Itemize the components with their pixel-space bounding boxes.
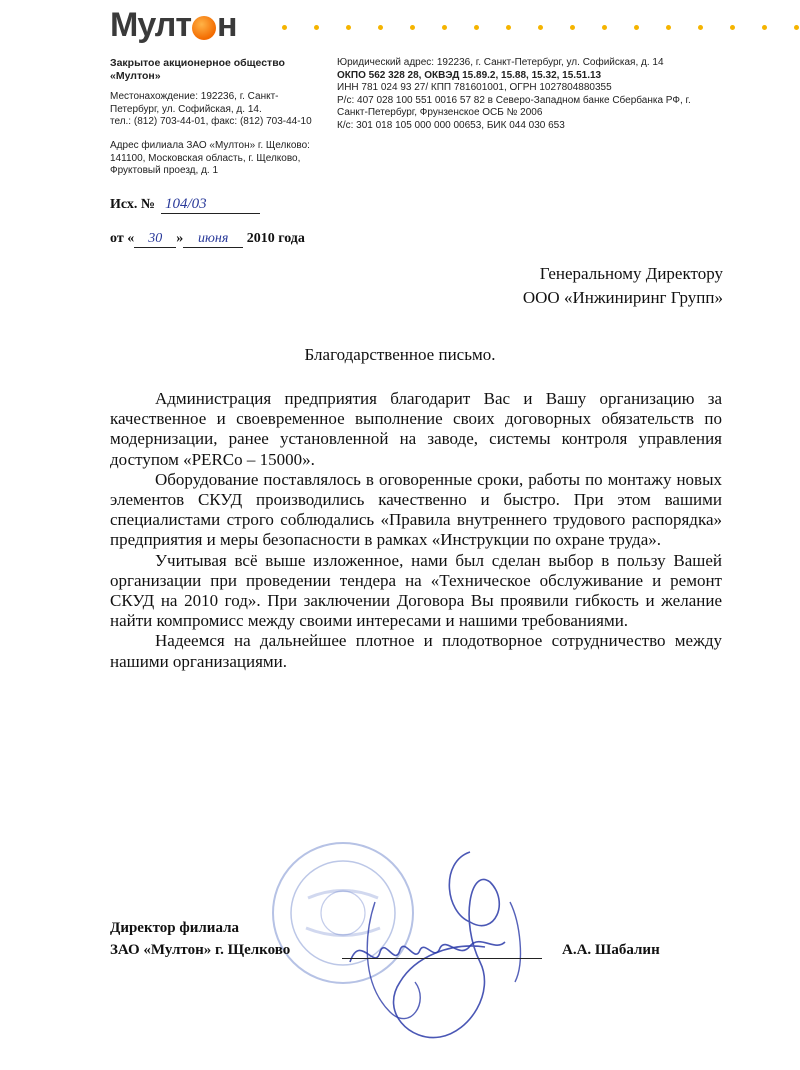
handwritten-signature [320,842,560,1052]
logo-text-before: Мулт [110,6,192,44]
company-name: Закрытое акционерное общество «Мултон» [110,57,285,82]
filial-address: Адрес филиала ЗАО «Мултон» г. Щелково: 141100, Московская область, г. Щелково, Фруктовый проезд, д. 1 [110,140,310,176]
legal-details: Юридический адрес: 192236, г. Санкт-Петербург, ул. Софийская, д. 14 ОКПО 562 328 28, ОКВЭД 15.89.2, 15.88, 15.32, 15.51.13 ИНН 781 024 93 27/ КПП 781601001, ОГРН 1027804880355 Р/с: 407 028 100 551 0016 57 82 в Северо-Западном банке Сбербанка РФ, г. Санкт-Петербург, Фрунзенское ОСБ № 2006 К/с: 301 018 105 000 000 00653, БИК 044 030 653 [337,57,691,131]
signer-position: Директор филиала [110,920,239,936]
date-day: 30 [134,231,176,248]
paragraph: Оборудование поставлялось в оговоренные сроки, работы по монтажу новых элементов СКУД производились качественно и быстро. При этом вашими специалистами строго соблюдались «Правила внутреннего трудового распорядка» предприятия и меры безопасности в рамках «Инструкции по охране труда». [110,469,722,550]
date-month: июня [183,231,243,248]
paragraph: Администрация предприятия благодарит Вас и Вашу организацию за качественное и своевременное выполнение своих договорных обязательств по модернизации, ранее установленной на заводе, системы контроля управления доступом «PERCo – 15000». [110,389,722,469]
outgoing-number: Исх. № 104/03 [110,196,260,214]
letter-title: Благодарственное письмо. [304,345,496,364]
company-logo [110,6,237,45]
orange-icon [192,16,216,40]
addressee: Генеральному Директору ООО «Инжиниринг Групп» [522,264,723,307]
logo-text-after: н [217,6,237,44]
signature-line [342,958,542,959]
signer-organization: ЗАО «Мултон» г. Щелково [110,942,291,958]
signer-name: А.А. Шабалин [562,942,660,958]
company-location: Местонахождение: 192236, г. Санкт- Петербург, ул. Софийская, д. 14. тел.: (812) 703-44-01, факс: (812) 703-44-10 [110,91,312,127]
paragraph: Надеемся на дальнейшее плотное и плодотворное сотрудничество между нашими организациями. [110,631,722,671]
paragraph: Учитывая всё выше изложенное, нами был сделан выбор в пользу Вашей организации при проведении тендера на «Техническое обслуживание и ремонт СКУД на 2010 год». При заключении Договора Вы проявили гибкость и желание найти компромисс между своими интересами и нашими требованиями. [110,550,722,631]
letter-date: от « 30 » июня 2010 года [110,231,305,246]
decorative-dots [282,25,799,30]
letter-body [110,389,722,672]
outgoing-number-value: 104/03 [161,196,260,214]
